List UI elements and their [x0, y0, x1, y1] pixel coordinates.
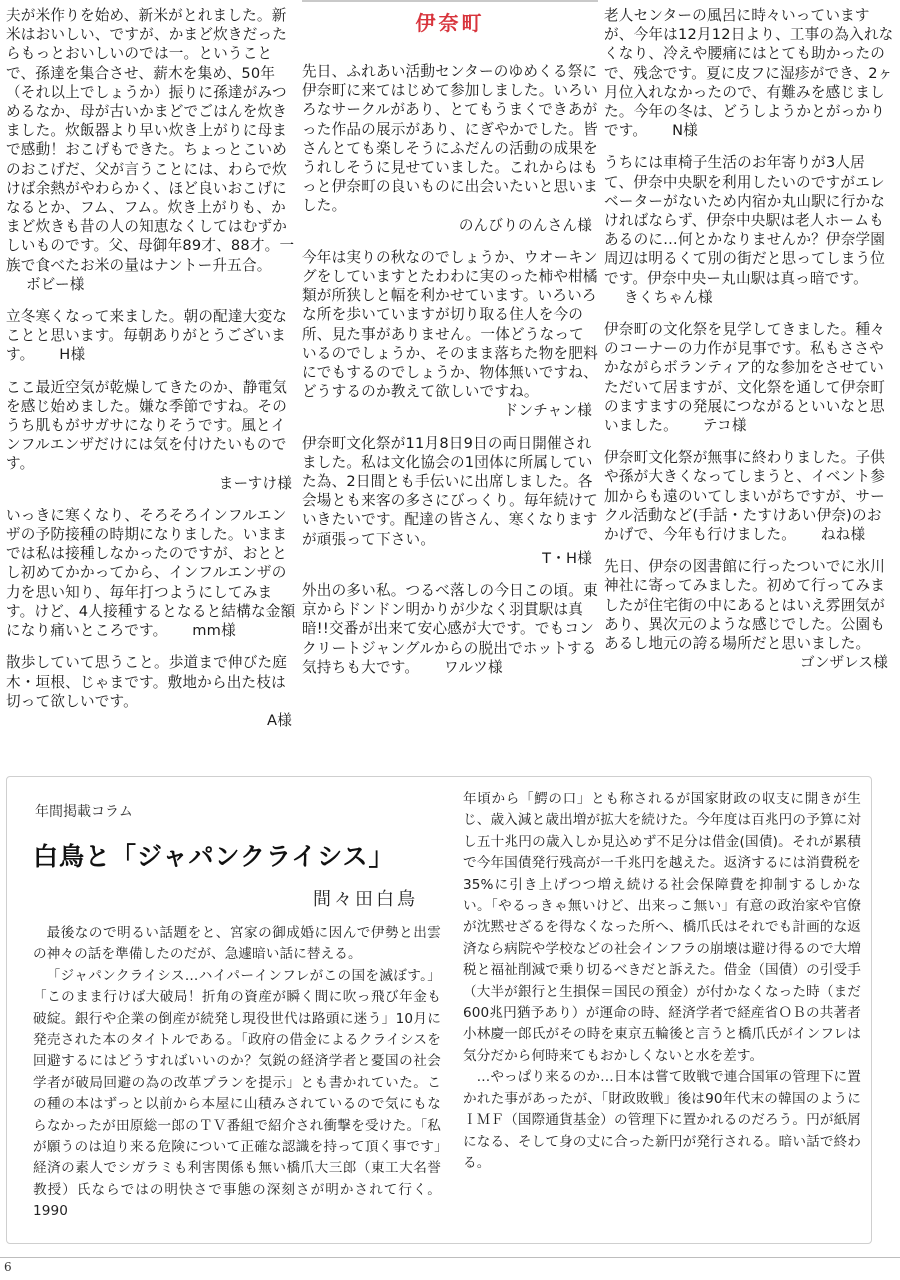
letter [604, 448, 894, 544]
footer-rule [0, 1257, 900, 1258]
letter-signature: テコ様 [702, 417, 747, 435]
letter-signature: ねね様 [820, 526, 866, 544]
letter-text: ここ最近空気が乾燥してきたのか、静電気を感じ始めました。嫌な季節ですね。そのうち肌もがサガサになりそうです。風とインフルエンザだけには気を付けたいものです。 [6, 378, 288, 473]
letter-text: 先日、伊奈の図書館に行ったついでに氷川神社に寄ってみました。初めて行ってみましたが住宅街の中にあるとはいえ雰囲気があり、異次元のような感じでした。公園もあるし地元の誇る場所だと思いました。 [604, 558, 886, 653]
letter-text: 夫が米作りを始め、新米がとれました。新米はおいしい、ですが、かまど炊きだったらもっとおいしいのでは一。ということで、孫達を集合させ、薪木を集め、50年（それ以上でしょうか）振りに孫達がみつめるなか、母が古いかまどでごはんを炊きました。炊飯器より早い炊き上がりに母まで感動！おこげもできた。ちょっとこいめのおこげだ、父が言うことには、わらで炊けば余熱がやわらかく、ほど良いおこげになるとか、フム、フム。炊き上がりも、かまど炊きも昔の人の知恵なくしてはむずかしいものです。父、母御年89才、88才。一族で食べたお米の量はナントー升五合。 [6, 7, 295, 274]
letter-signature: mm様 [192, 622, 236, 640]
town-heading: 伊奈町 [415, 11, 485, 35]
paragraph: 最後なので明るい話題をと、宮家の御成婚に因んで伊勢と出雲の神々の話を準備したのだが、急遽暗い話に替える。 [33, 925, 441, 963]
column-label: 年間掲載コラム [35, 804, 133, 820]
letter [6, 307, 298, 365]
column-body-right [463, 789, 861, 1174]
column-author: 間々田白鳥 [313, 889, 418, 910]
letter-signature: ゴンザレス様 [799, 654, 888, 672]
letter [6, 653, 298, 730]
letter [302, 434, 598, 568]
letter-text: 散歩していて思うこと。歩道まで伸びた庭木・垣根、じゃまです。敷地から出た枝は切って欲しいです。 [6, 654, 288, 710]
letter-text: うちには車椅子生活のお年寄りが3人居て、伊奈中央駅を利用したいのですがエレベーターがないため内宿か丸山駅に行かなければならず、伊奈中央駅は老人ホームもあるのに…何とかなりませんか？伊奈学園周辺は明るくて別の街だと思ってしまう位です。伊奈中央ー丸山駅は真っ暗です。 [604, 154, 886, 287]
column-title: 白鳥と「ジャパンクライシス」 [33, 842, 395, 871]
letter [6, 6, 298, 294]
column-body-left [33, 923, 441, 1223]
letter-text: 伊奈町文化祭が11月8日9日の両日開催されました。私は文化協会の1団体に所属していた為、2日間とも手伝いに出席しました。各会場とも来客の多さにびっくり。毎年続けていきたいです。配達の皆さん、寒くなりますが頑張って下さい。 [302, 434, 598, 548]
letter [302, 248, 598, 421]
letters-column-middle [302, 6, 598, 690]
letter-signature: のんびりのんさん様 [458, 216, 592, 234]
letter-signature: H様 [59, 346, 86, 364]
letter-signature: ワルツ様 [444, 658, 503, 676]
letter [604, 557, 894, 672]
letter-signature: きくちゃん様 [624, 288, 713, 306]
letters-column-right [604, 6, 894, 686]
heading-rule [302, 0, 598, 2]
letter-text: 立冬寒くなって来ました。朝の配達大変なことと思います。毎朝ありがとうございます。 [6, 308, 288, 364]
letter [604, 153, 894, 307]
letter [302, 62, 598, 235]
letter [6, 378, 298, 493]
paragraph: …やっぱり来るのか…日本は嘗て敗戦で連合国軍の管理下に置かれた事があったが、「財政敗戦」後は90年代末の韓国のようにＩＭＦ（国際通貨基金）の管理下に置かれるのだろう。円が紙屑になる、そして身の丈に合った新円が発行される。暗い話で終わる。 [463, 1069, 861, 1171]
letter-signature: N様 [672, 122, 698, 140]
page-number: 6 [4, 1260, 12, 1274]
letters-column-left [6, 6, 298, 743]
letter-text: 今年は実りの秋なのでしょうか、ウオーキングをしていますとたわわに実のった柿や柑橘類が所狭しと幅を利かせています。いろいろな所を歩いていますが切り取る住人を今の所、見た事がありません。一体どうなっているのでしょうか、そのまま落ちた物を肥料にでもするのでしょうか、物体無いですね、どうするのか教えて欲しいですね。 [302, 248, 598, 401]
letter-signature: ボビー様 [26, 275, 85, 293]
letter-text: 伊奈町文化祭が無事に終わりました。子供や孫が大きくなってしまうと、イベント参加からも遠のいてしまいがちですが、サークル活動など(手話・たすけあい伊奈)のおかげで、今年も行けました。 [604, 449, 886, 544]
letter-signature: A様 [267, 711, 292, 729]
letter [302, 581, 598, 677]
letter-text: 先日、ふれあい活動センターのゆめくる祭に伊奈町に来てはじめて参加しました。いろいろなサークルがあり、とてもうまくできあがった作品の展示があり、にぎやかでした。皆さんとても楽しそうにふだんの活動の成果をうれしそうに見せていました。これからはもっと伊奈町の良いものに出会いたいと思いました。 [302, 63, 598, 215]
letter [604, 6, 894, 140]
letter-signature: まーすけ様 [218, 474, 292, 492]
paragraph: 「ジャパンクライシス…ハイパーインフレがこの国を滅ぼす。」「このまま行けば大破局！折角の資産が瞬く間に吹っ飛び年金も破綻。銀行や企業の倒産が続発し現役世代は路頭に迷う」10月に発売された本のタイトルである。「政府の借金によるクライシスを回避するにはどうすればいいのか？気鋭の経済学者と憂国の社会学者が破局回避の為の改革プランを提示」とも書かれていた。この種の本はずっと以前から本屋に山積みされているので気にもならなかったが田原総一郎のＴＶ番組で紹介され衝撃を受けた。「私が願うのは迫り来る危険について正確な認識を持って頂く事です」経済の素人でシガラミも利害関係も無い橋爪大三郎（東工大名誉教授）氏ならではの明快さで事態の深刻さが明かされて行く。1990 [33, 967, 441, 1220]
letter-signature: ドンチャン様 [503, 402, 592, 420]
paragraph: 年頃から「鰐の口」とも称されるが国家財政の収支に開きが生じ、歳入減と歳出増が拡大を続けた。今年度は百兆円の予算に対し五十兆円の歳入しか見込めず不足分は借金(国債)。それが累積で今年国債発行残高が一千兆円を越えた。返済するには消費税を35%に引き上げつつ増え続ける社会保障費を抑制するしかない。「やるっきゃ無いけど、出来っこ無い」有意の政治家や官僚が沈黙せざるを得なくなった所へ、橋爪氏はそれでも計画的な返済なら病院や学校などの社会インフラの崩壊は避け得るので大増税と福祉削減で乗り切るべきだと訴えた。借金（国債）の引受手（大半が銀行と生損保＝国民の預金）が付かなくなった時（まだ600兆円猶予あり）が運命の時、経済学者で経産省ＯＢの共著者小林慶一郎氏がその時を東京五輪後と言うと橋爪氏がインフレは気分だから何時来てもおかしくないと水を差す。 [463, 791, 861, 1064]
letter-text: いっきに寒くなり、そろそろインフルエンザの予防接種の時期になりました。いままでは私は接種しなかったのですが、おととし初めてかかってから、インフルエンザの力を思い知り、毎年打つようにしてみます。けど、4人接種するとなると結構な金額になり痛いところです。 [6, 506, 296, 640]
column-article [6, 776, 872, 1244]
letter-signature: T・H様 [542, 549, 592, 567]
letter [6, 506, 298, 640]
letter-text: 外出の多い私。つるべ落しの今日この頃。東京からドンドン明かりが少なく羽貫駅は真暗!!交番が出来て安心感が大です。でもコンクリートジャングルからの脱出でホットする気持ちも大です。 [302, 582, 598, 676]
letter-text: 老人センターの風呂に時々いっていますが、今年は12月12日より、工事の為入れなくなり、冷えや腰痛にはとても助かったので、残念です。夏に皮フに湿疹ができ、2ヶ月位入れなかったので、有難みを感じました。今年の冬は、どうしようかとがっかりです。 [604, 7, 894, 140]
letter-text: 伊奈町の文化祭を見学してきました。種々のコーナーの力作が見事です。私もささやかながらボランティア的な参加をさせていただいて居ますが、文化祭を通して伊奈町のますますの発展につながるといいなと思いました。 [604, 321, 886, 435]
letter [604, 320, 894, 435]
